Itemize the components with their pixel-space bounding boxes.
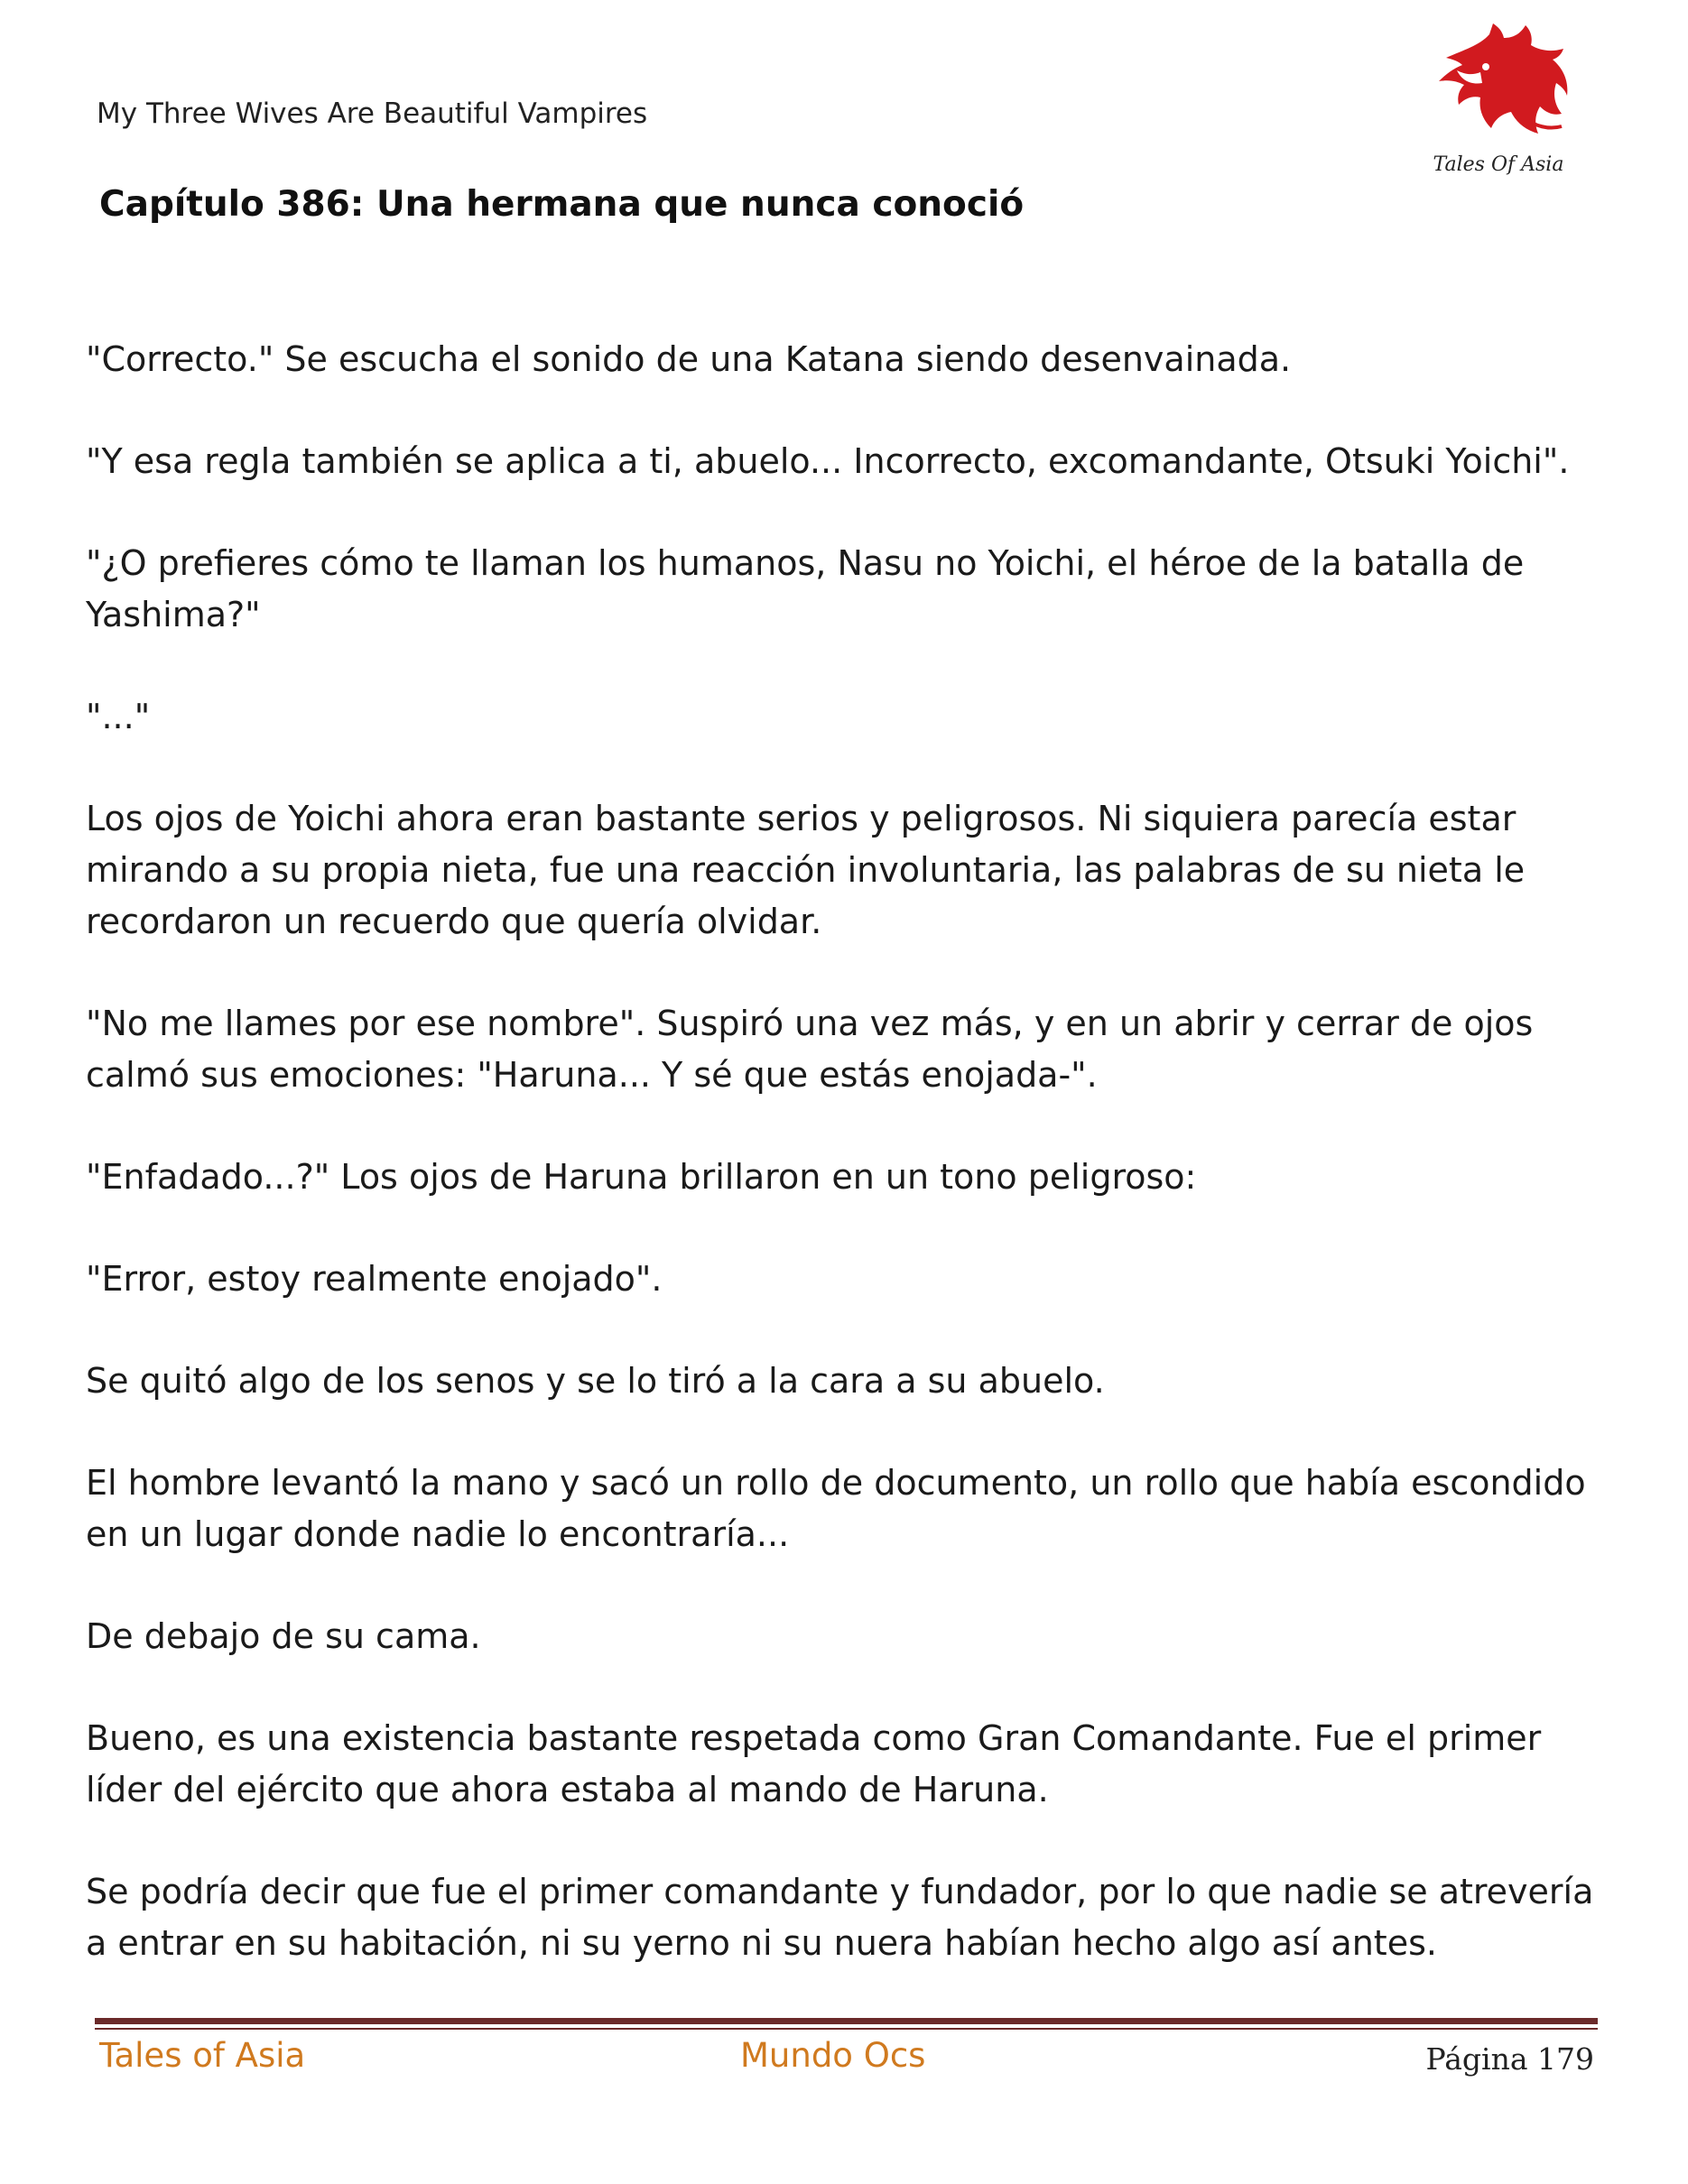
publisher-logo — [1426, 18, 1571, 180]
red-dragon-icon — [1426, 18, 1571, 153]
paragraph: "Y esa regla también se aplica a ti, abuelo... Incorrecto, excomandante, Otsuki Yoichi". — [86, 441, 1570, 481]
paragraph: "Enfadado...?" Los ojos de Haruna brillaron en un tono peligroso: — [86, 1157, 1197, 1197]
footer-site-name: Tales of Asia — [99, 2036, 306, 2075]
paragraph: "Correcto." Se escucha el sonido de una Katana siendo desenvainada. — [86, 339, 1292, 379]
footer-section-name: Mundo Ocs — [740, 2036, 926, 2075]
paragraph: Bueno, es una existencia bastante respetada como Gran Comandante. Fue el primer líder del ejército que ahora estaba al mando de Haruna. — [86, 1718, 1542, 1809]
paragraph: "No me llames por ese nombre". Suspiró una vez más, y en un abrir y cerrar de ojos calmó sus emociones: "Haruna... Y sé que estás enojada-". — [86, 1004, 1534, 1095]
paragraph: "Error, estoy realmente enojado". — [86, 1259, 663, 1299]
footer-divider — [95, 2018, 1598, 2030]
paragraph: El hombre levantó la mano y sacó un rollo de documento, un rollo que había escondido en un lugar donde nadie lo encontraría... — [86, 1463, 1586, 1554]
paragraph: De debajo de su cama. — [86, 1616, 481, 1656]
paragraph: "¿O prefieres cómo te llaman los humanos, Nasu no Yoichi, el héroe de la batalla de Yashima?" — [86, 543, 1525, 634]
footer-rule-thick — [95, 2018, 1598, 2024]
paragraph: Los ojos de Yoichi ahora eran bastante serios y peligrosos. Ni siquiera parecía estar mirando a su propia nieta, fue una reacción involuntaria, las palabras de su nieta le recordaron un recuerdo que quería olvidar. — [86, 799, 1526, 941]
paragraph: Se quitó algo de los senos y se lo tiró a la cara a su abuelo. — [86, 1361, 1105, 1401]
chapter-body — [86, 334, 1620, 2020]
chapter-title: Capítulo 386: Una hermana que nunca conoció — [99, 184, 1025, 225]
paragraph: "..." — [86, 697, 151, 736]
book-title: My Three Wives Are Beautiful Vampires — [97, 97, 648, 130]
paragraph: Se podría decir que fue el primer comandante y fundador, por lo que nadie se atrevería a entrar en su habitación, ni su yerno ni su nuera habían hecho algo así antes. — [86, 1872, 1594, 1963]
footer-rule-thin — [95, 2028, 1598, 2030]
logo-text: Tales Of Asia — [1433, 153, 1564, 176]
page-number: Página 179 — [1425, 2041, 1594, 2077]
